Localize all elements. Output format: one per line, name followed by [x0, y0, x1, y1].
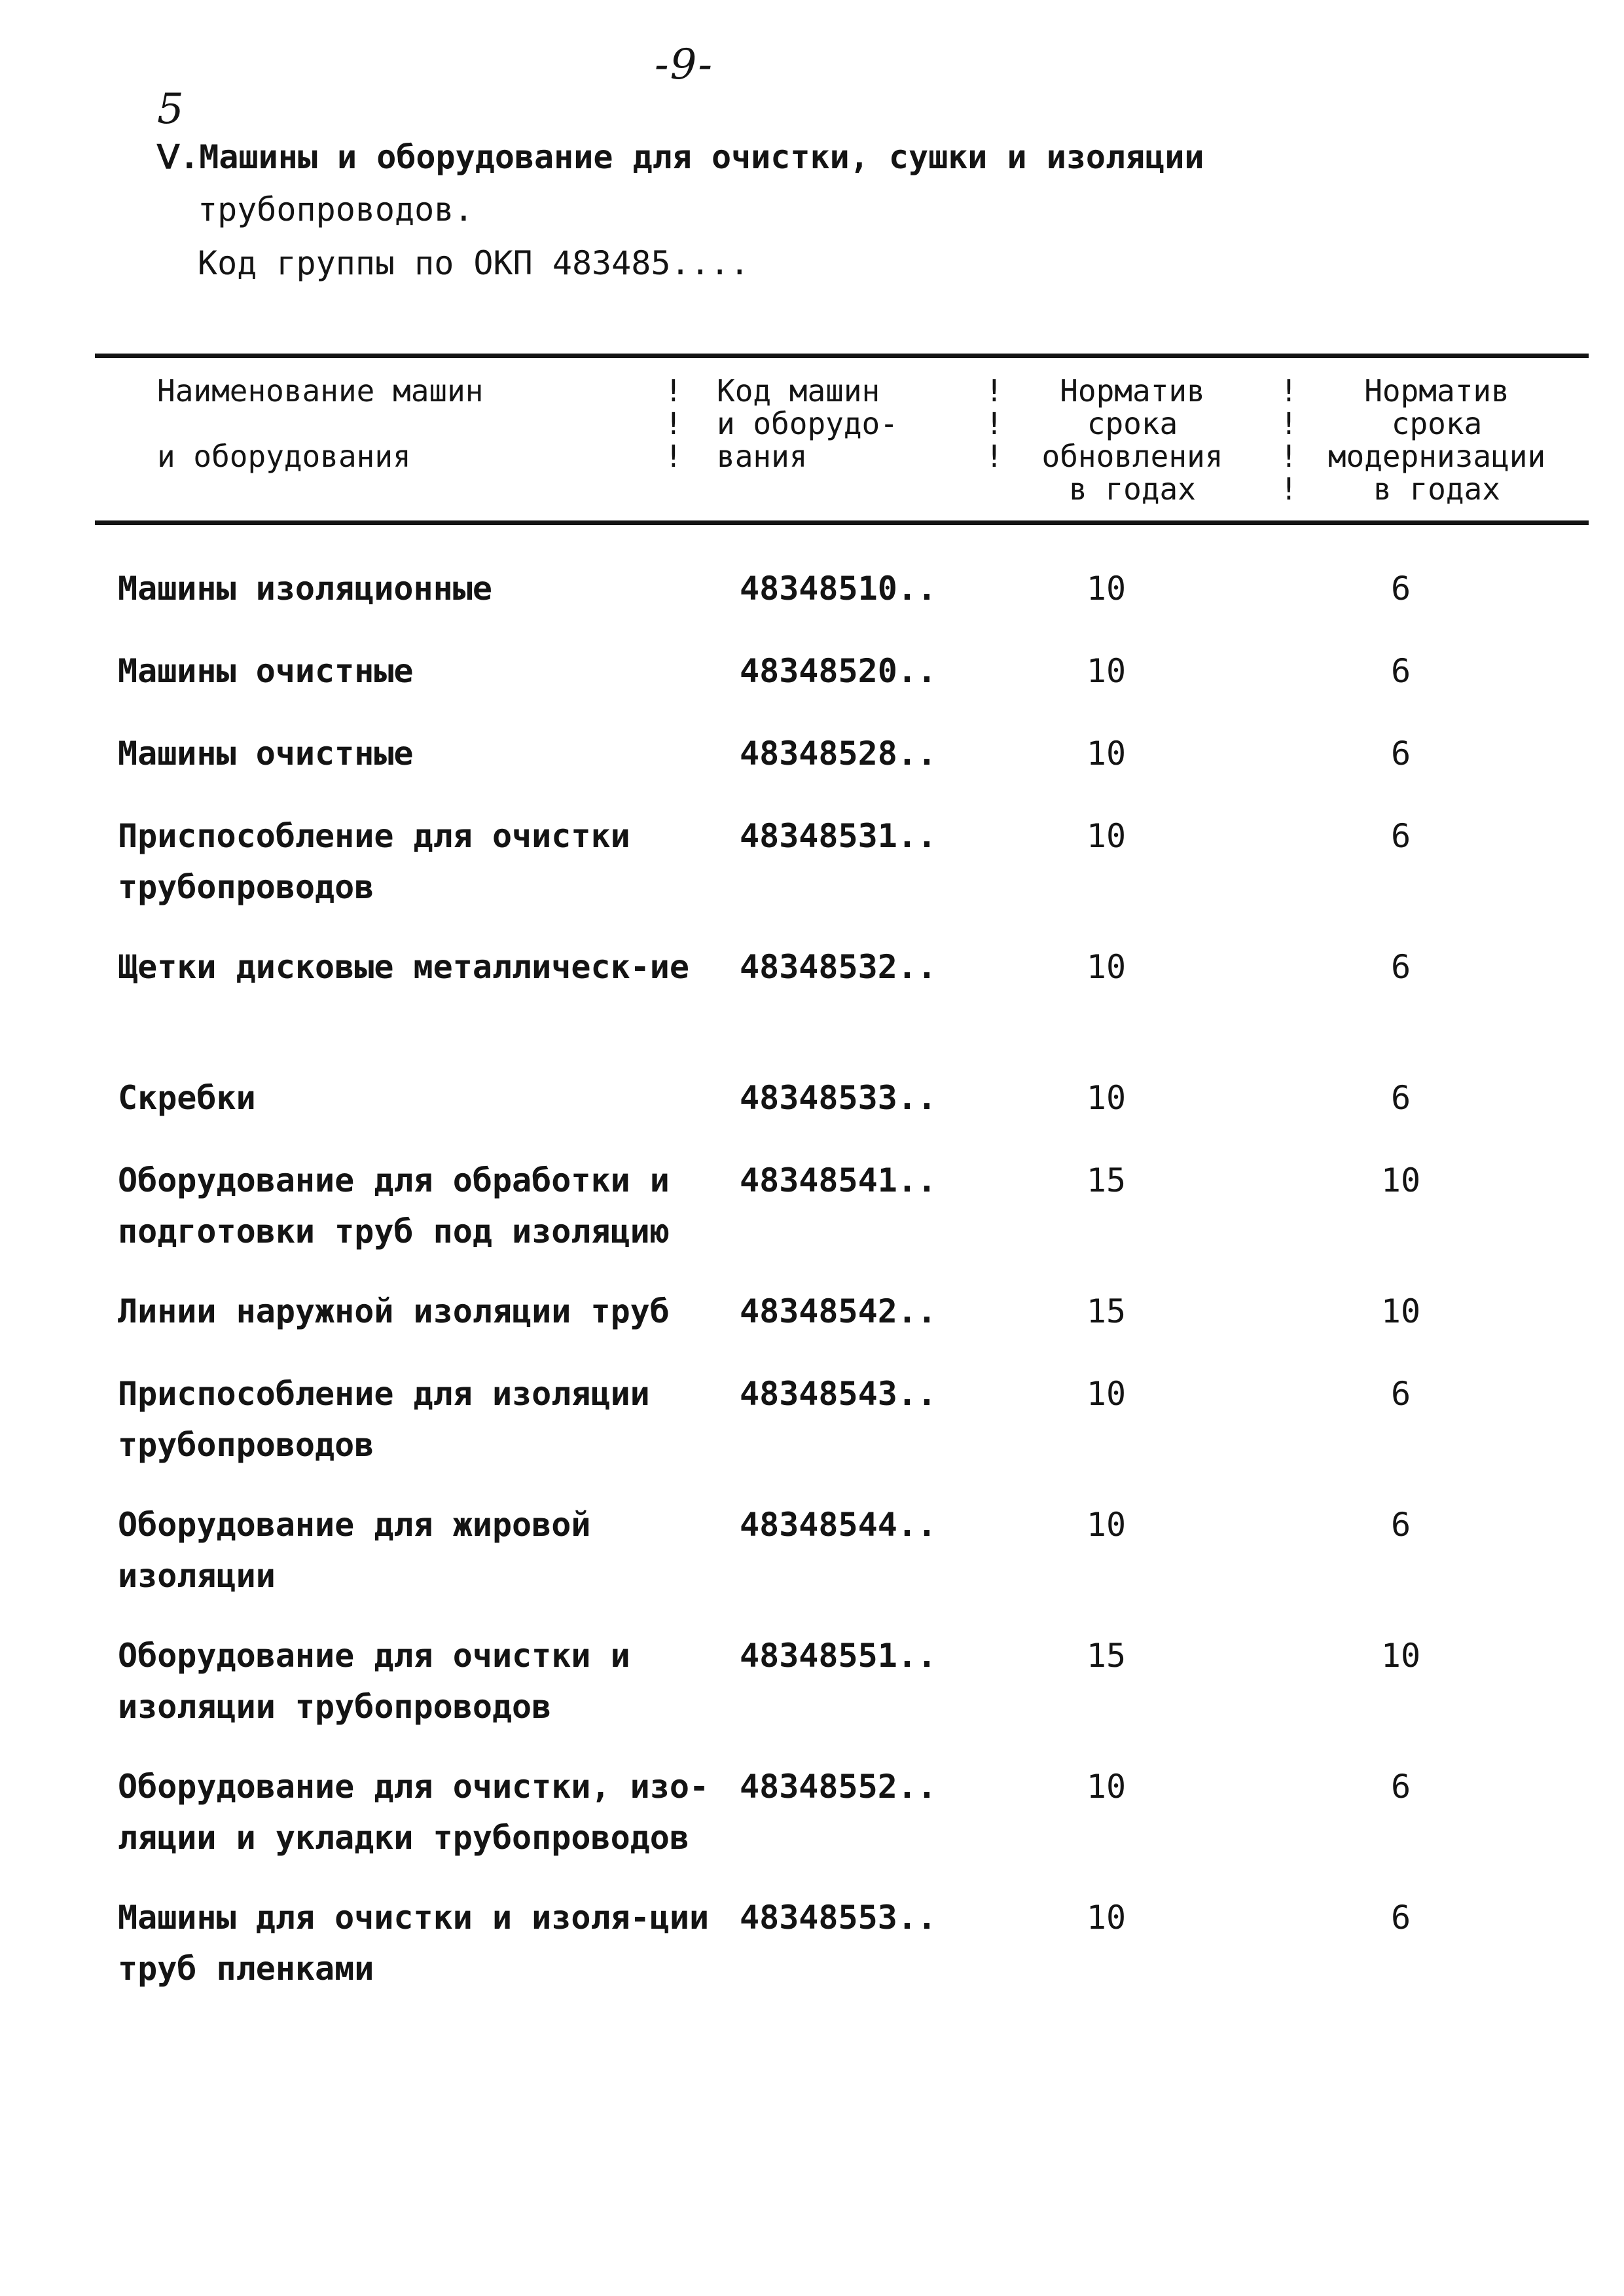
table-row	[0, 646, 1624, 694]
row-modernization: 6	[1390, 948, 1411, 986]
header-name	[157, 374, 655, 473]
header-code-line1: Код машин	[717, 373, 880, 409]
row-renewal: 10	[1086, 817, 1127, 855]
row-name: Приспособление для очистки трубопроводов	[118, 817, 630, 906]
row-code: 48348531..	[740, 817, 937, 855]
header-modernization-line3: модернизации	[1327, 439, 1546, 474]
header-renewal-line3: обновления	[1041, 439, 1223, 474]
table-row	[0, 728, 1624, 776]
header-separator: ! ! ! !	[1280, 373, 1298, 507]
row-code: 48348520..	[740, 652, 937, 690]
row-name: Оборудование для жировой изоляции	[118, 1506, 591, 1595]
row-name: Приспособление для изоляции трубопроводов	[118, 1375, 650, 1464]
row-name: Щетки дисковые металлическ-ие	[118, 948, 689, 986]
header-name-line2: и оборудования	[157, 439, 411, 474]
row-renewal: 15	[1086, 1292, 1127, 1330]
row-name: Машины очистные	[118, 652, 414, 690]
header-modernization-line2: срока	[1391, 406, 1483, 441]
table-row	[0, 1499, 1624, 1596]
page-number: -9-	[655, 41, 713, 89]
table-row	[0, 941, 1624, 1038]
row-code: 48348542..	[740, 1292, 937, 1330]
row-renewal: 10	[1086, 735, 1127, 773]
section-title	[157, 131, 1401, 236]
row-name: Оборудование для очистки, изо-ляции и укладки трубопроводов	[118, 1768, 710, 1857]
table-row	[0, 1368, 1624, 1465]
table-row	[0, 1072, 1624, 1121]
row-renewal: 10	[1086, 570, 1127, 608]
header-name-line1: Наименование машин	[157, 373, 484, 409]
row-name: Скребки	[118, 1079, 256, 1117]
row-renewal: 15	[1086, 1637, 1127, 1675]
table-row	[0, 1761, 1624, 1858]
table-row	[0, 1892, 1624, 1989]
row-modernization: 6	[1390, 1079, 1411, 1117]
row-modernization: 10	[1380, 1161, 1421, 1199]
row-modernization: 10	[1380, 1292, 1421, 1330]
header-renewal-line2: срока	[1087, 406, 1178, 441]
row-code: 48348543..	[740, 1375, 937, 1413]
row-code: 48348510..	[740, 570, 937, 608]
row-renewal: 10	[1086, 1768, 1127, 1806]
row-modernization: 6	[1390, 1899, 1411, 1937]
table-row	[0, 563, 1624, 611]
table-row	[0, 1630, 1624, 1727]
header-renewal-line4: в годах	[1069, 471, 1196, 507]
row-modernization: 10	[1380, 1637, 1421, 1675]
row-renewal: 10	[1086, 1079, 1127, 1117]
table-top-rule	[95, 354, 1589, 358]
group-code: Код группы по ОКП 483485....	[198, 244, 749, 282]
row-renewal: 10	[1086, 948, 1127, 986]
row-name: Машины для очистки и изоля-ции труб пленками	[118, 1899, 710, 1988]
row-name: Оборудование для очистки и изоляции трубопроводов	[118, 1637, 630, 1726]
row-modernization: 6	[1390, 735, 1411, 773]
header-modernization-line4: в годах	[1373, 471, 1500, 507]
row-renewal: 10	[1086, 1375, 1127, 1413]
header-separator: ! ! !	[664, 373, 683, 474]
handwritten-number: 5	[157, 85, 184, 134]
row-code: 48348528..	[740, 735, 937, 773]
row-modernization: 6	[1390, 1375, 1411, 1413]
row-name: Машины очистные	[118, 735, 414, 773]
header-separator: ! ! !	[985, 373, 1003, 474]
header-renewal	[1008, 374, 1257, 505]
header-code	[717, 374, 992, 473]
row-name: Линии наружной изоляции труб	[118, 1292, 670, 1330]
header-renewal-line1: Норматив	[1060, 373, 1205, 409]
table-row	[0, 811, 1624, 907]
row-renewal: 15	[1086, 1161, 1127, 1199]
row-name: Оборудование для обработки и подготовки труб под изоляцию	[118, 1161, 670, 1250]
row-modernization: 6	[1390, 817, 1411, 855]
table-body	[0, 563, 1624, 2023]
section-title-line1: Ⅴ.Машины и оборудование для очистки, сушки и изоляции	[157, 138, 1204, 176]
row-code: 48348541..	[740, 1161, 937, 1199]
header-modernization-line1: Норматив	[1364, 373, 1509, 409]
header-modernization	[1299, 374, 1574, 505]
row-code: 48348553..	[740, 1899, 937, 1937]
table-row	[0, 1286, 1624, 1334]
row-renewal: 10	[1086, 1899, 1127, 1937]
header-code-line3: вания	[717, 439, 808, 474]
row-modernization: 6	[1390, 570, 1411, 608]
row-code: 48348533..	[740, 1079, 937, 1117]
row-modernization: 6	[1390, 1506, 1411, 1544]
row-code: 48348532..	[740, 948, 937, 986]
row-name: Машины изоляционные	[118, 570, 492, 608]
row-code: 48348552..	[740, 1768, 937, 1806]
row-code: 48348544..	[740, 1506, 937, 1544]
row-code: 48348551..	[740, 1637, 937, 1675]
table-header-rule	[95, 520, 1589, 525]
row-modernization: 6	[1390, 652, 1411, 690]
section-title-line2: трубопроводов.	[198, 191, 474, 228]
table-row	[0, 1155, 1624, 1252]
header-code-line2: и оборудо-	[717, 406, 898, 441]
row-modernization: 6	[1390, 1768, 1411, 1806]
row-renewal: 10	[1086, 652, 1127, 690]
row-renewal: 10	[1086, 1506, 1127, 1544]
